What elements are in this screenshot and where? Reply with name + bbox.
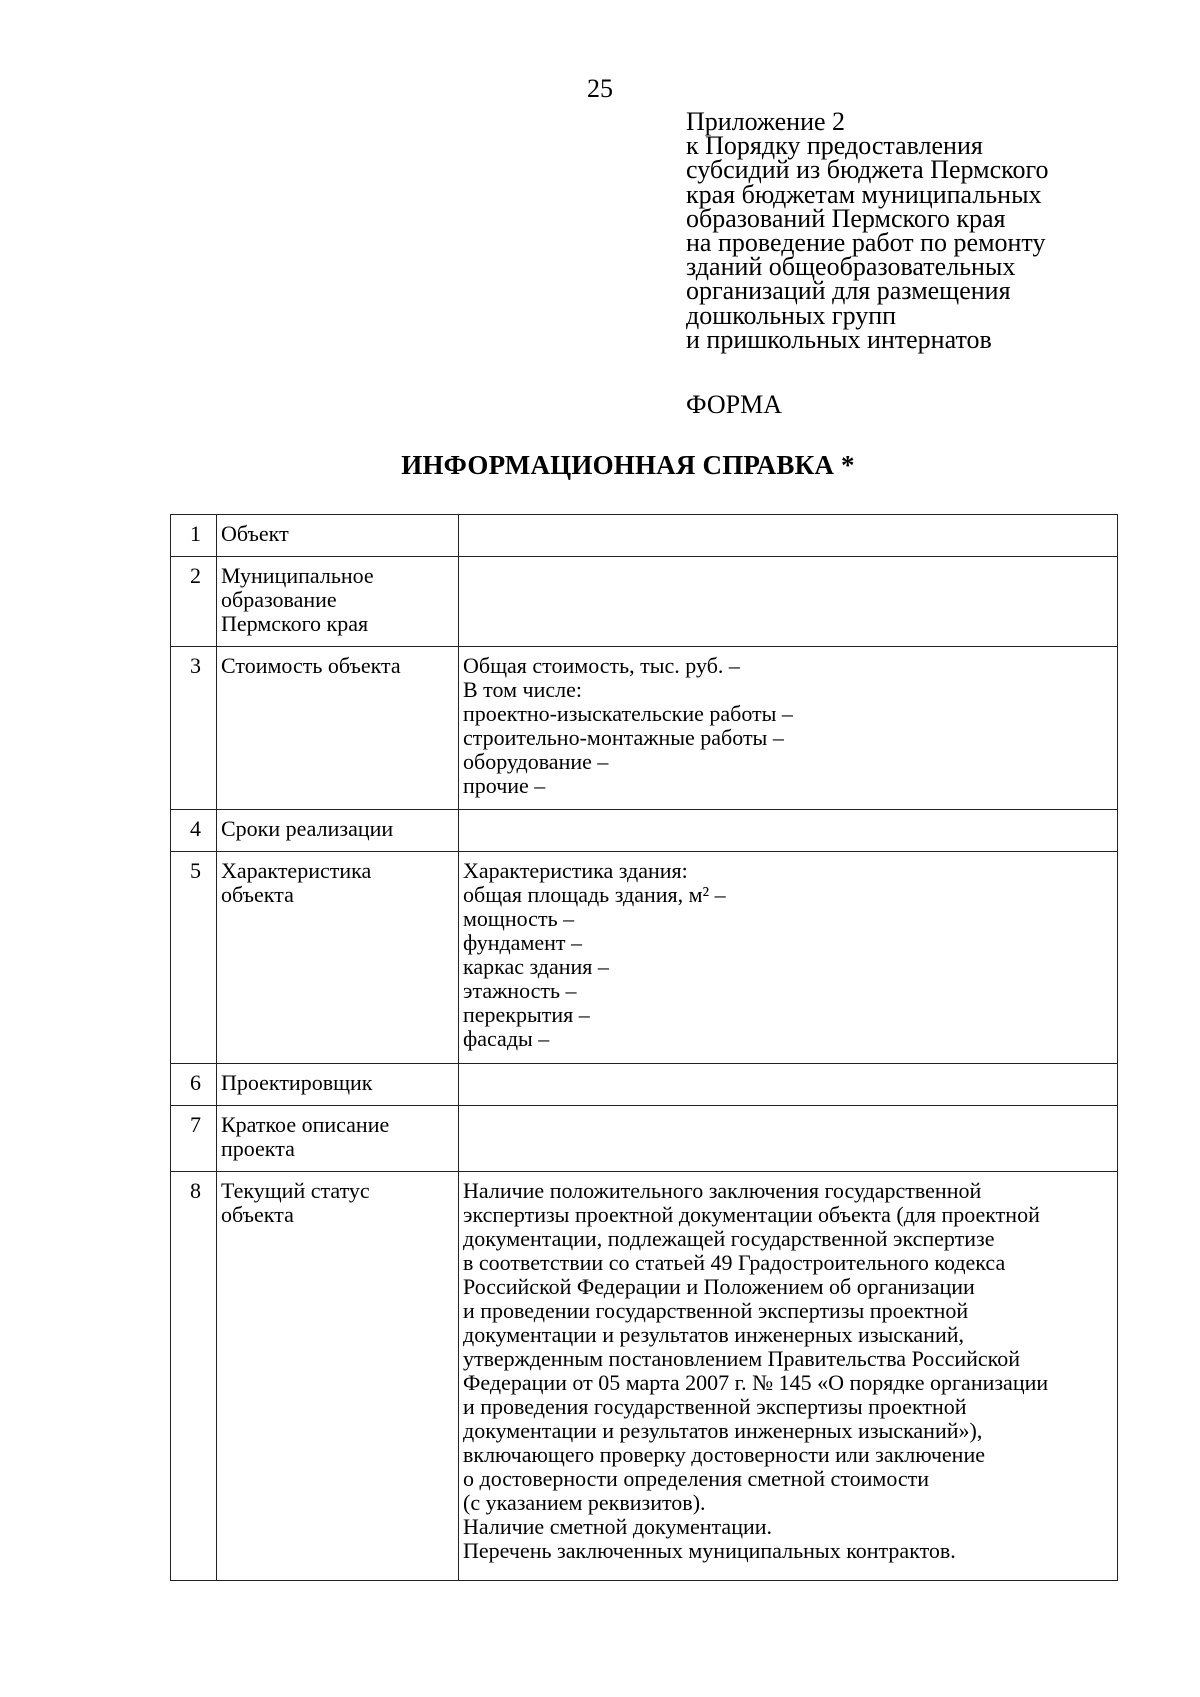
row-number-cell [171, 1064, 217, 1106]
row-label-cell [217, 1064, 459, 1106]
appendix-line: дошкольных групп [686, 300, 897, 330]
row-value-line: этажность – [463, 978, 577, 1003]
row-label: Краткое описание [221, 1112, 390, 1137]
row-value-line: и проведении государственной экспертизы проектной [463, 1298, 969, 1323]
row-value-line: прочие – [463, 773, 546, 798]
row-label-cell [217, 810, 459, 852]
row-value-line: оборудование – [463, 749, 609, 774]
table-row [171, 557, 1118, 647]
row-value-cell [459, 557, 1118, 647]
row-number: 3 [190, 653, 201, 678]
row-number: 7 [190, 1112, 201, 1137]
row-value-line: о достоверности определения сметной стоимости [463, 1466, 930, 1491]
row-value-line: включающего проверку достоверности или заключение [463, 1442, 985, 1467]
row-label-cell [217, 647, 459, 810]
table-row [171, 810, 1118, 852]
row-value-cell [459, 515, 1118, 557]
row-number: 4 [190, 816, 201, 841]
row-value-line: мощность – [463, 906, 575, 931]
row-value-line: Характеристика здания: [463, 858, 688, 883]
row-label: Текущий статус [221, 1178, 370, 1203]
row-value-line: экспертизы проектной документации объекта (для проектной [463, 1202, 1040, 1227]
row-label: объекта [221, 882, 294, 907]
row-number: 5 [190, 858, 201, 883]
row-value-line: (с указанием реквизитов). [463, 1490, 706, 1515]
table-row [171, 1064, 1118, 1106]
row-value-cell [459, 1172, 1118, 1581]
row-number-cell [171, 557, 217, 647]
row-number: 2 [190, 563, 201, 588]
row-label: Объект [221, 521, 289, 546]
row-value-line: Общая стоимость, тыс. руб. – [463, 653, 740, 678]
row-number-cell [171, 852, 217, 1064]
row-value-line: Перечень заключенных муниципальных контрактов. [463, 1538, 956, 1563]
row-number-cell [171, 810, 217, 852]
appendix-line: на проведение работ по ремонту [686, 228, 1046, 258]
row-value-line: Федерации от 05 марта 2007 г. № 145 «О порядке организации [463, 1370, 1049, 1395]
info-table [170, 514, 1118, 1581]
appendix-line: образований Пермского края [686, 203, 1006, 233]
row-label-cell [217, 515, 459, 557]
appendix-line: и пришкольных интернатов [686, 324, 992, 354]
row-value-line: каркас здания – [463, 954, 609, 979]
row-label-cell [217, 1172, 459, 1581]
row-value-line: проектно-изыскательские работы – [463, 701, 793, 726]
table-row [171, 647, 1118, 810]
appendix-line: края бюджетам муниципальных [686, 179, 1042, 209]
row-label: Характеристика [221, 858, 372, 883]
appendix-line: Приложение 2 [686, 107, 846, 136]
form-label: ФОРМА [686, 390, 782, 419]
document-title: ИНФОРМАЦИОННАЯ СПРАВКА * [401, 450, 855, 480]
table-row [171, 852, 1118, 1064]
row-label: образование [221, 587, 337, 612]
row-value-line: общая площадь здания, м² – [463, 882, 726, 907]
table-row [171, 515, 1118, 557]
row-value-cell [459, 852, 1118, 1064]
row-label-cell [217, 852, 459, 1064]
row-value-line: документации и результатов инженерных изысканий»), [463, 1418, 983, 1443]
appendix-line: субсидий из бюджета Пермского [686, 155, 1049, 185]
row-value-line: фундамент – [463, 930, 583, 955]
row-label: проекта [221, 1136, 295, 1161]
row-label: Сроки реализации [221, 816, 394, 841]
table-row [171, 1172, 1118, 1581]
row-value-line: Наличие положительного заключения государственной [463, 1178, 982, 1203]
row-number-cell [171, 647, 217, 810]
row-label: Муниципальное [221, 563, 374, 588]
row-value-line: документации, подлежащей государственной экспертизе [463, 1226, 995, 1251]
row-value-line: и проведения государственной экспертизы проектной [463, 1394, 967, 1419]
row-value-line: Российской Федерации и Положением об организации [463, 1274, 975, 1299]
row-value-line: перекрытия – [463, 1002, 590, 1027]
appendix-line: организаций для размещения [686, 276, 1011, 306]
row-label: объекта [221, 1202, 294, 1227]
row-value-line: утвержденным постановлением Правительства Российской [463, 1346, 1020, 1371]
row-label: Стоимость объекта [221, 653, 401, 678]
row-number-cell [171, 515, 217, 557]
row-value-cell [459, 1064, 1118, 1106]
row-label-cell [217, 557, 459, 647]
row-label-cell [217, 1106, 459, 1172]
row-label: Проектировщик [221, 1070, 373, 1095]
appendix-line: к Порядку предоставления [686, 131, 983, 161]
row-value-line: документации и результатов инженерных изысканий, [463, 1322, 965, 1347]
row-number: 6 [190, 1070, 201, 1095]
row-label: Пермского края [221, 611, 369, 636]
table-row [171, 1106, 1118, 1172]
row-number-cell [171, 1106, 217, 1172]
page-number: 25 [587, 74, 613, 103]
row-value-line: В том числе: [463, 677, 582, 702]
row-value-line: фасады – [463, 1026, 550, 1051]
row-value-line: в соответствии со статьей 49 Градостроительного кодекса [463, 1250, 1006, 1275]
row-value-cell [459, 810, 1118, 852]
appendix-line: зданий общеобразовательных [686, 252, 1016, 282]
row-value-line: строительно-монтажные работы – [463, 725, 784, 750]
row-number: 8 [190, 1178, 201, 1203]
row-value-cell [459, 647, 1118, 810]
row-number-cell [171, 1172, 217, 1581]
row-value-cell [459, 1106, 1118, 1172]
appendix-header [686, 107, 1156, 354]
row-number: 1 [190, 521, 201, 546]
row-value-line: Наличие сметной документации. [463, 1514, 773, 1539]
